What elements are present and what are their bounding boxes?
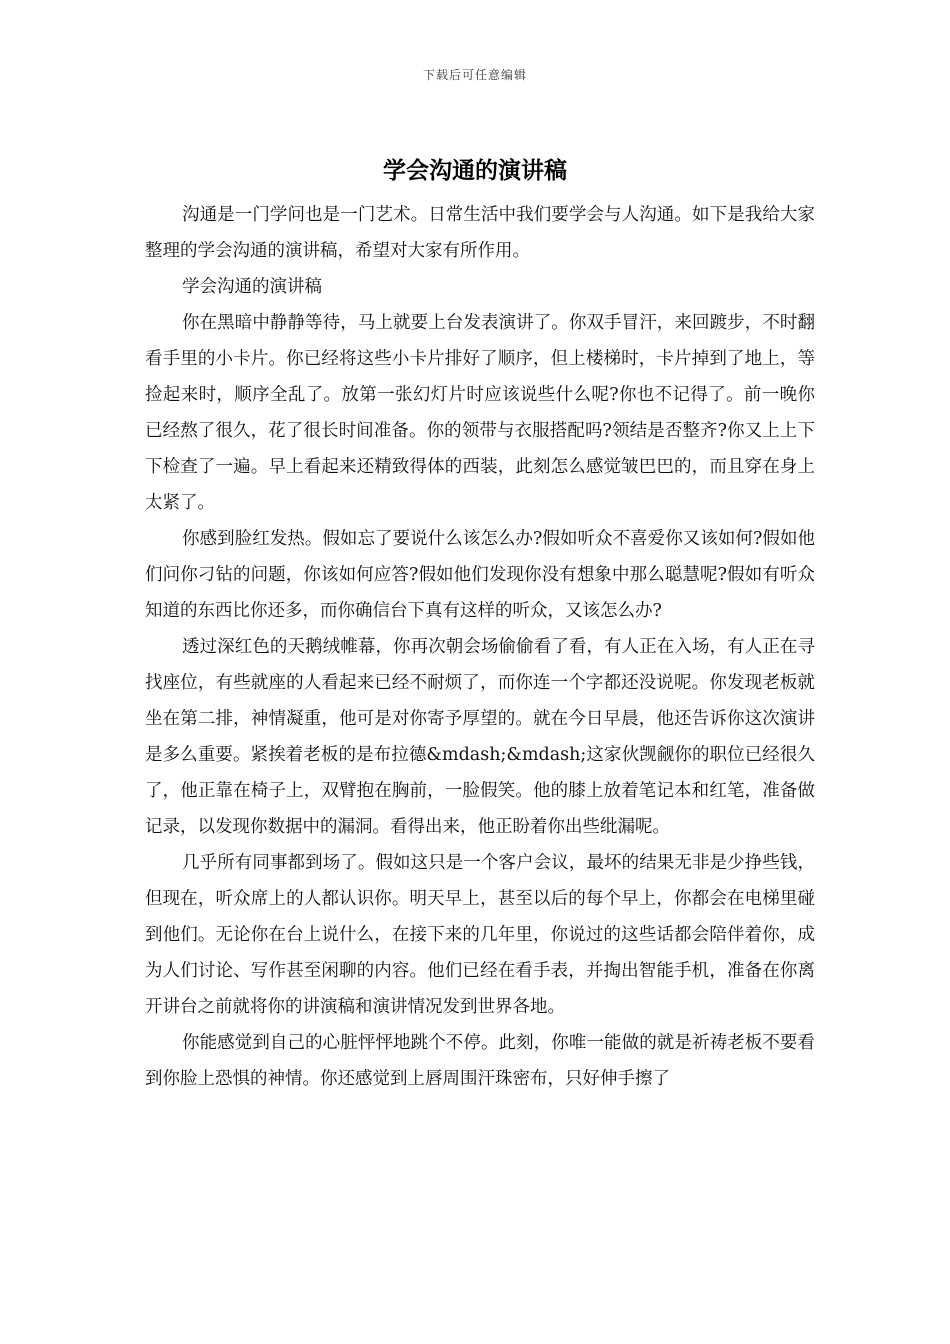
paragraph-worries: 你感到脸红发热。假如忘了要说什么该怎么办?假如听众不喜爱你又该如何?假如他们问你刁钻的问题，你该如何应答?假如他们发现你没有想象中那么聪慧呢?假如有听众知道的东西比你还多，而你确信台下真有这样的听众，又该怎么办? [145,529,815,621]
paragraph-colleagues: 几乎所有同事都到场了。假如这只是一个客户会议，最坏的结果无非是少挣些钱，但现在，听众席上的人都认识你。明天早上，甚至以后的每个早上，你都会在电梯里碰到他们。无论你在台上说什么，在接下来的几年里，你说过的这些话都会陪伴着你，成为人们讨论、写作甚至闲聊的内容。他们已经在看手表，并掏出智能手机，准备在你离开讲台之前就将你的讲演稿和演讲情况发到世界各地。 [145,853,815,1017]
paragraph-subtitle: 学会沟通的演讲稿 [182,277,322,297]
paragraph-intro: 沟通是一门学问也是一门艺术。日常生活中我们要学会与人沟通。如下是我给大家整理的学会沟通的演讲稿，希望对大家有所作用。 [145,205,815,261]
document-title: 学会沟通的演讲稿 [383,157,567,184]
document-body [145,197,815,1097]
paragraph-heartbeat: 你能感觉到自己的心脏怦怦地跳个不停。此刻，你唯一能做的就是祈祷老板不要看到你脸上恐惧的神情。你还感觉到上唇周围汗珠密布，只好伸手擦了 [145,1033,815,1089]
paragraph-audience: 透过深红色的天鹅绒帷幕，你再次朝会场偷偷看了看，有人正在入场，有人正在寻找座位，有些就座的人看起来已经不耐烦了，而你连一个字都还没说呢。你发现老板就坐在第二排，神情凝重，他可是对你寄予厚望的。就在今日早晨，他还告诉你这次演讲是多么重要。紧挨着老板的是布拉德&mdash;&mdash;这家伙觊觎你的职位已经很久了，他正靠在椅子上，双臂抱在胸前，一脸假笑。他的膝上放着笔记本和红笔，准备做记录，以发现你数据中的漏洞。看得出来，他正盼着你出些纰漏呢。 [145,637,815,837]
paragraph-waiting: 你在黑暗中静静等待，马上就要上台发表演讲了。你双手冒汗，来回踱步，不时翻看手里的小卡片。你已经将这些小卡片排好了顺序，但上楼梯时，卡片掉到了地上，等捡起来时，顺序全乱了。放第一张幻灯片时应该说些什么呢?你也不记得了。前一晚你已经熬了很久，花了很长时间准备。你的领带与衣服搭配吗?领结是否整齐?你又上上下下检查了一遍。早上看起来还精致得体的西装，此刻怎么感觉皱巴巴的，而且穿在身上太紧了。 [145,313,815,513]
page-header-note: 下载后可任意编辑 [422,68,527,82]
